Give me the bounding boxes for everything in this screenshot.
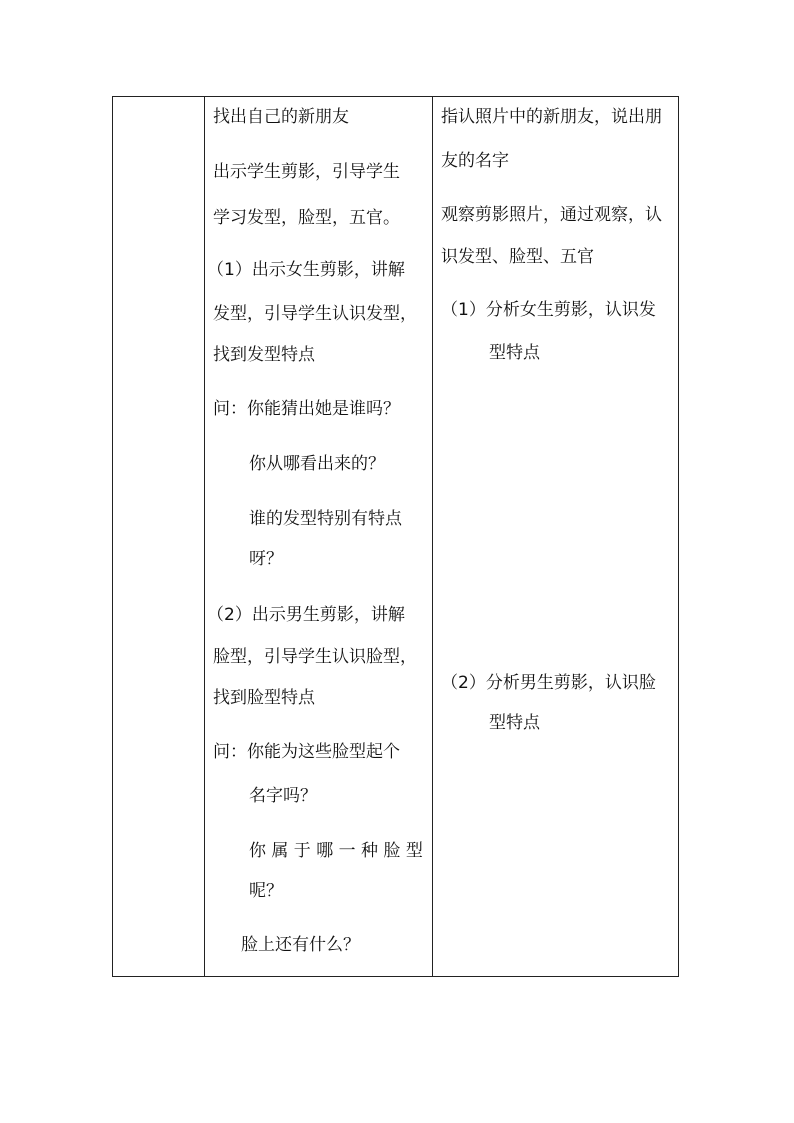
teacher-line-3: 学习发型，脸型，五官。 <box>213 208 400 228</box>
teacher-line-4: （1）出示女生剪影，讲解 <box>207 260 405 280</box>
student-line-3: 观察剪影照片，通过观察，认 <box>441 205 662 225</box>
teacher-line-18: 脸上还有什么？ <box>241 935 360 955</box>
lesson-table <box>112 96 679 977</box>
student-line-5: （1）分析女生剪影，认识发 <box>441 300 656 320</box>
teacher-line-2: 出示学生剪影，引导学生 <box>213 162 400 182</box>
student-line-8: 型特点 <box>489 713 540 733</box>
teacher-line-12: 脸型，引导学生认识脸型， <box>213 647 417 667</box>
teacher-line-1: 找出自己的新朋友 <box>213 107 349 127</box>
teacher-line-11: （2）出示男生剪影，讲解 <box>207 605 405 625</box>
student-line-7: （2）分析男生剪影，认识脸 <box>441 673 656 693</box>
student-activity-column <box>433 97 678 976</box>
teacher-line-17: 呢？ <box>249 881 283 901</box>
teacher-line-14: 问：你能为这些脸型起个 <box>213 742 400 762</box>
teacher-line-15: 名字吗？ <box>249 786 317 806</box>
teacher-line-16: 你 属 于 哪 一 种 脸 型 <box>249 841 423 861</box>
stage-column <box>113 97 205 976</box>
teacher-line-7: 问：你能猜出她是谁吗？ <box>213 399 400 419</box>
teacher-line-8: 你从哪看出来的？ <box>249 454 385 474</box>
student-line-6: 型特点 <box>489 343 540 363</box>
teacher-line-13: 找到脸型特点 <box>213 688 315 708</box>
student-line-4: 识发型、脸型、五官 <box>441 247 594 267</box>
student-line-2: 友的名字 <box>441 151 509 171</box>
teacher-line-6: 找到发型特点 <box>213 345 315 365</box>
teacher-line-9: 谁的发型特别有特点 <box>249 509 402 529</box>
teacher-line-10: 呀？ <box>249 549 283 569</box>
teacher-line-5: 发型，引导学生认识发型， <box>213 304 417 324</box>
student-line-1: 指认照片中的新朋友，说出朋 <box>441 107 662 127</box>
teacher-activity-column <box>205 97 433 976</box>
